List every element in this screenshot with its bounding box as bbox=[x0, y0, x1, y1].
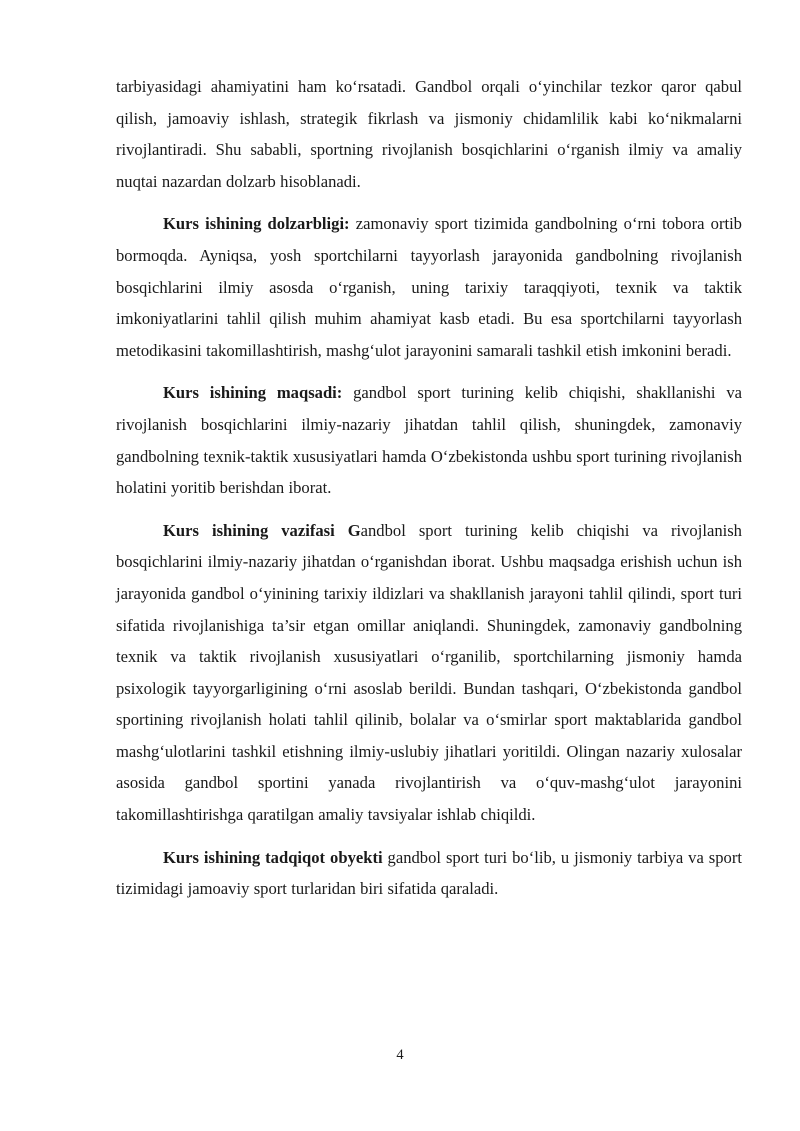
page-number: 4 bbox=[396, 1047, 404, 1063]
paragraph-heading-relevance: Kurs ishining dolzarbligi: bbox=[163, 214, 350, 234]
paragraph-research-object bbox=[116, 842, 742, 905]
document-page bbox=[116, 71, 742, 905]
paragraph-text: gandbol sport turi bo‘lib, u jismoniy tarbiya va sport tizimidagi jamoaviy sport turlaridan biri sifatida qaraladi. bbox=[116, 847, 742, 899]
paragraph-heading-tasks: Kurs ishining vazifasi G bbox=[163, 520, 361, 540]
paragraph-relevance bbox=[116, 208, 742, 366]
paragraph-goal bbox=[116, 377, 742, 503]
paragraph-text: gandbol sport turining kelib chiqishi, shakllanishi va rivojlanish bosqichlarini ilmiy-nazariy jihatdan tahlil qilish, shuningdek, zamonaviy gandbolning texnik-taktik xususiyatlari hamda O‘zbekistonda ushbu sport turining rivojlanish holatini yoritib berishdan iborat. bbox=[116, 383, 742, 498]
paragraph-text: tarbiyasidagi ahamiyatini ham ko‘rsatadi. Gandbol orqali o‘yinchilar tezkor qaror qabul qilish, jamoaviy ishlash, strategik fikrlash va jismoniy chidamlilik kabi ko‘nikmalarni rivojlantiradi. Shu sababli, sportning rivojlanish bosqichlarini o‘rganish ilmiy va amaliy nuqtai nazardan dolzarb hisoblanadi. bbox=[116, 77, 742, 191]
paragraph-tasks bbox=[116, 515, 742, 831]
paragraph-heading-goal: Kurs ishining maqsadi: bbox=[163, 383, 343, 403]
paragraph-heading-research-object: Kurs ishining tadqiqot obyekti bbox=[163, 847, 383, 867]
paragraph-text: andbol sport turining kelib chiqishi va rivojlanish bosqichlarini ilmiy-nazariy jihatdan o‘rganishdan iborat. Ushbu maqsadga erishish uchun ish jarayonida gandbol o‘yinining tarixiy ildizlari va shakllanish jarayoni tahlil qilindi, sport turi sifatida rivojlanishiga ta’sir etgan omillar aniqlandi. Shuningdek, zamonaviy gandbolning texnik va taktik rivojlanish xususiyatlari o‘rganilib, sportchilarning jismoniy hamda psixologik tayyorgarligining o‘rni asoslab berildi. Bundan tashqari, O‘zbekistonda gandbol sportining rivojlanish holati tahlil qilinib, bolalar va o‘smirlar sport maktablarida gandbol mashg‘ulotlarini tashkil etishning ilmiy-uslubiy jihatlari yoritildi. Olingan nazariy xulosalar asosida gandbol sportini yanada rivojlantirish va o‘quv-mashg‘ulot jarayonini takomillashtirishga qaratilgan amaliy tavsiyalar ishlab chiqildi. bbox=[116, 520, 742, 825]
paragraph-text: zamonaviy sport tizimida gandbolning o‘rni tobora ortib bormoqda. Ayniqsa, yosh sportchilarni tayyorlash jarayonida gandbolning rivojlanish bosqichlarini ilmiy asosda o‘rganish, uning tarixiy taraqqiyoti, texnik va taktik imkoniyatlarini tahlil qilish muhim ahamiyat kasb etadi. Bu esa sportchilarni tayyorlash metodikasini takomillashtirish, mashg‘ulot jarayonini samarali tashkil etish imkonini beradi. bbox=[116, 214, 742, 360]
paragraph-intro-continuation bbox=[116, 71, 742, 197]
